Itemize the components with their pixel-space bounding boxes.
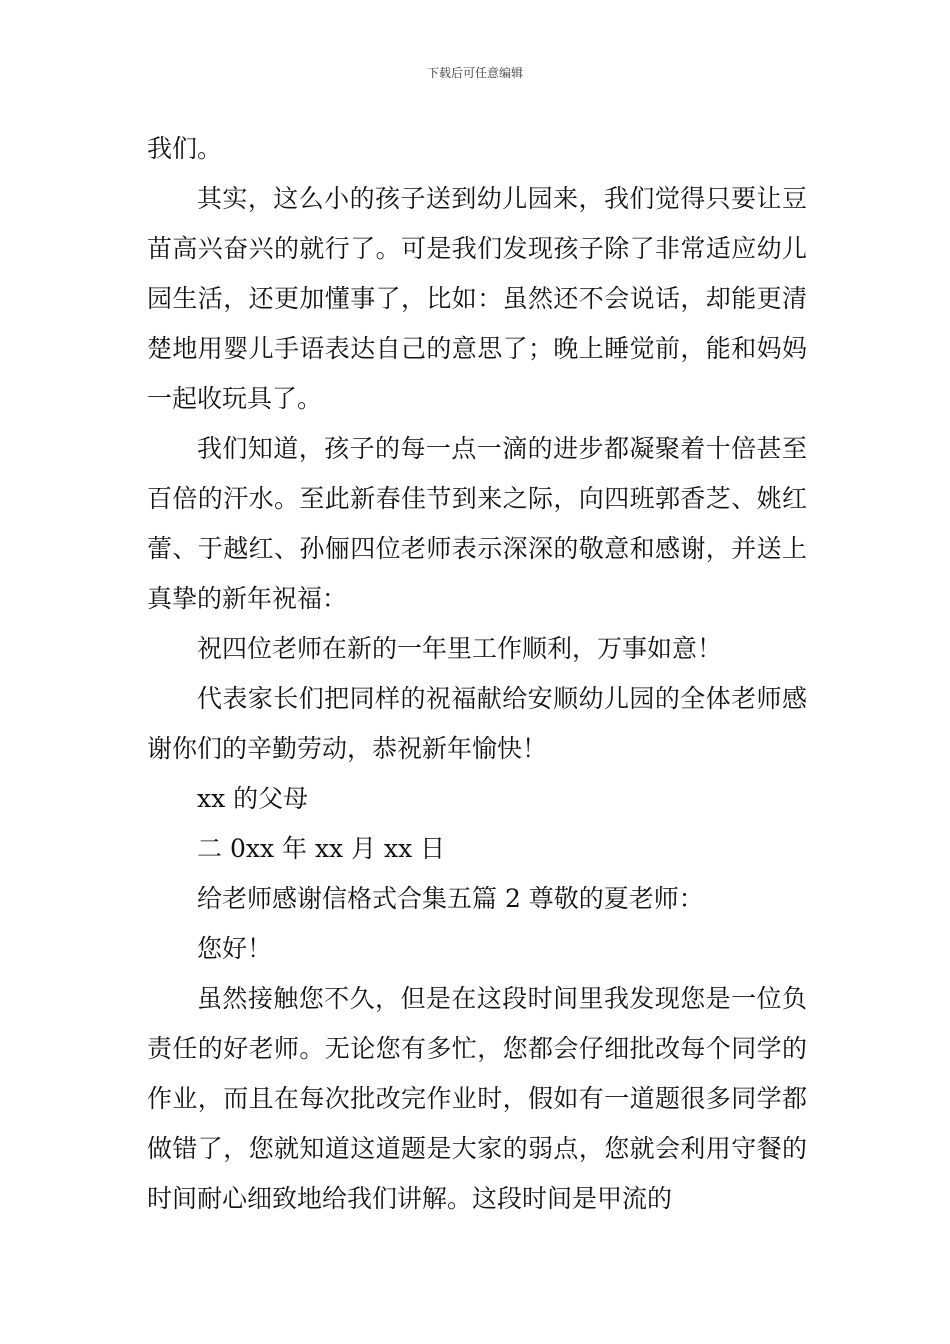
paragraph-2: 其实，这么小的孩子送到幼儿园来，我们觉得只要让豆苗高兴奋兴的就行了。可是我们发现孩子除了非常适应幼儿园生活，还更加懂事了，比如：虽然还不会说话，却能更清楚地用婴儿手语表达自己的意思了；晚上睡觉前，能和妈妈一起收玩具了。 (147, 184, 807, 413)
paragraph-4: 祝四位老师在新的一年里工作顺利，万事如意！ (197, 634, 723, 663)
date-line: 二 0xx 年 xx 月 xx 日 (197, 834, 446, 863)
paragraph-3: 我们知道，孩子的每一点一滴的进步都凝聚着十倍甚至百倍的汗水。至此新春佳节到来之际，向四班郭香芝、姚红蕾、于越红、孙俪四位老师表示深深的敬意和感谢，并送上真挚的新年祝福： (147, 434, 807, 613)
greeting: 您好！ (197, 934, 273, 963)
paragraph-5: 代表家长们把同样的祝福献给安顺幼儿园的全体老师感谢你们的辛勤劳动，恭祝新年愉快！ (147, 684, 807, 763)
document-body (147, 124, 807, 1224)
page-header: 下载后可任意编辑 (426, 66, 523, 80)
paragraph-1: 我们。 (147, 134, 223, 163)
signature-line: xx 的父母 (197, 784, 309, 813)
letter-title-salutation: 给老师感谢信格式合集五篇 2 尊敬的夏老师： (197, 884, 704, 913)
paragraph-10: 虽然接触您不久，但是在这段时间里我发现您是一位负责任的好老师。无论您有多忙，您都会仔细批改每个同学的作业，而且在每次批改完作业时，假如有一道题很多同学都做错了，您就知道这道题是大家的弱点，您就会利用守餐的时间耐心细致地给我们讲解。这段时间是甲流的 (147, 984, 807, 1213)
